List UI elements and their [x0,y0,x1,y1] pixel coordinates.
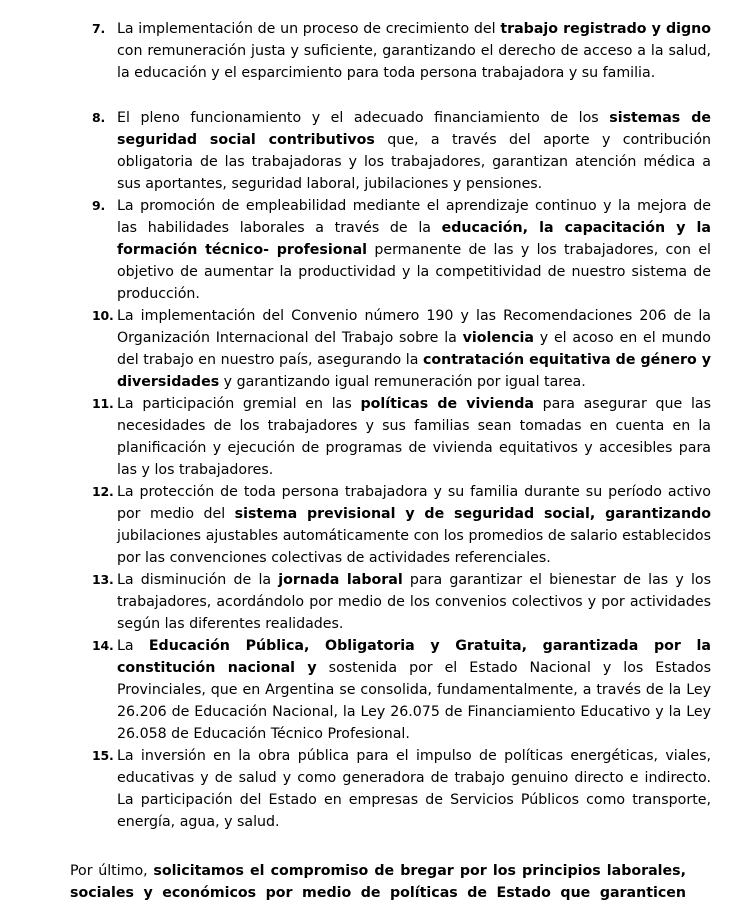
item-number: 12. [92,484,114,499]
text-run: para garantizar el bienestar de las y los trabajadores, acordándolo por medio de los convenios colectivos y por actividades según las diferentes realidades. [117,572,711,632]
text-run: con remuneración justa y suficiente, garantizando el derecho de acceso a la salud, la educación y el esparcimiento para toda persona trabajadora y su familia. [117,43,711,81]
text-run: La implementación de un proceso de crecimiento del [117,21,501,37]
item-text [117,745,711,833]
list-item [92,745,711,833]
list-item [92,195,711,305]
bold-text: contratación equitativa de género y diversidades [117,352,711,390]
list-item [92,18,711,84]
item-number: 11. [92,396,114,411]
bold-text: solicitamos el compromiso de bregar por los principios laborales, sociales y económicos por medio de políticas de Estado que garanticen [70,863,686,901]
text-run: Por último, [70,863,154,879]
text-run: sostenida por el Estado Nacional y los Estados Provinciales, que en Argentina se consolida, fundamentalmente, a través de la Ley 26.206 de Educación Nacional, la Ley 26.075 de Financiamiento Educativo y la Ley 26.058 de Educación Técnico Profesional. [117,660,711,742]
text-run: La disminución de la [117,572,279,588]
text-run: La protección de toda persona trabajadora y su familia durante su período activo por medio del [117,484,711,522]
text-run: La participación gremial en las [117,396,361,412]
list-item [92,393,711,481]
text-run: que, a través del aporte y contribución obligatoria de las trabajadoras y los trabajadores, garantizan atención médica a sus aportantes, seguridad laboral, jubilaciones y pensiones. [117,132,712,192]
bold-text: sistema previsional y de seguridad social, garantizando [234,506,711,522]
closing-paragraph [70,860,686,904]
item-text [117,107,711,195]
text-run: La inversión en la obra pública para el impulso de políticas energéticas, viales, educativas y de salud y como generadora de trabajo genuino directo e indirecto. La participación del Estado en empresas de Servicios Públicos como transporte, energía, agua, y salud. [117,748,711,830]
item-number: 10. [92,308,114,323]
text-run: La [117,638,149,654]
text-run: La promoción de empleabilidad mediante el aprendizaje continuo y la mejora de las habilidades laborales a través de la [117,198,711,236]
bold-text: políticas de vivienda [360,396,534,412]
list-item [92,305,711,393]
item-text [117,569,711,635]
item-number: 7. [92,21,106,36]
item-text [117,481,711,569]
item-number: 14. [92,638,114,653]
bold-text: trabajo registrado y digno [500,21,712,37]
list-item [92,481,711,569]
text-run: La implementación del Convenio número 190 y las Recomendaciones 206 de la Organización Internacional del Trabajo sobre la [117,308,711,346]
item-number: 9. [92,198,106,213]
bold-text: jornada laboral [278,572,403,588]
bold-text: violencia [462,330,534,346]
bold-text: sistemas de seguridad social contributivos [117,110,711,148]
item-text [117,18,711,84]
item-text [117,393,711,481]
bold-text: Educación Pública, Obligatoria y Gratuita, garantizada por la constitución nacional y [117,638,711,676]
text-run: jubilaciones ajustables automáticamente con los promedios de salario establecidos por las convenciones colectivas de actividades referenciales. [117,528,711,566]
item-text [117,305,711,393]
item-number: 15. [92,748,114,763]
text-run: El pleno funcionamiento y el adecuado financiamiento de los [117,110,610,126]
list-item [92,569,711,635]
list-item [92,635,711,745]
text-run: y el acoso en el mundo del trabajo en nuestro país, asegurando la [117,330,711,368]
item-text [117,195,711,305]
bold-text: educación, la capacitación y la formación técnico- profesional [117,220,711,258]
list-item [92,107,711,195]
item-text [117,635,711,745]
text-run: y garantizando igual remuneración por igual tarea. [219,374,586,390]
item-number: 13. [92,572,114,587]
text-run: permanente de las y los trabajadores, con el objetivo de aumentar la productividad y la competitividad de nuestro sistema de producción. [117,242,711,302]
item-number: 8. [92,110,106,125]
text-run: para asegurar que las necesidades de los trabajadores y sus familias sean tomadas en cuenta en la planificación y ejecución de programas de vivienda equitativos y accesibles para las y los trabajadores. [117,396,711,478]
